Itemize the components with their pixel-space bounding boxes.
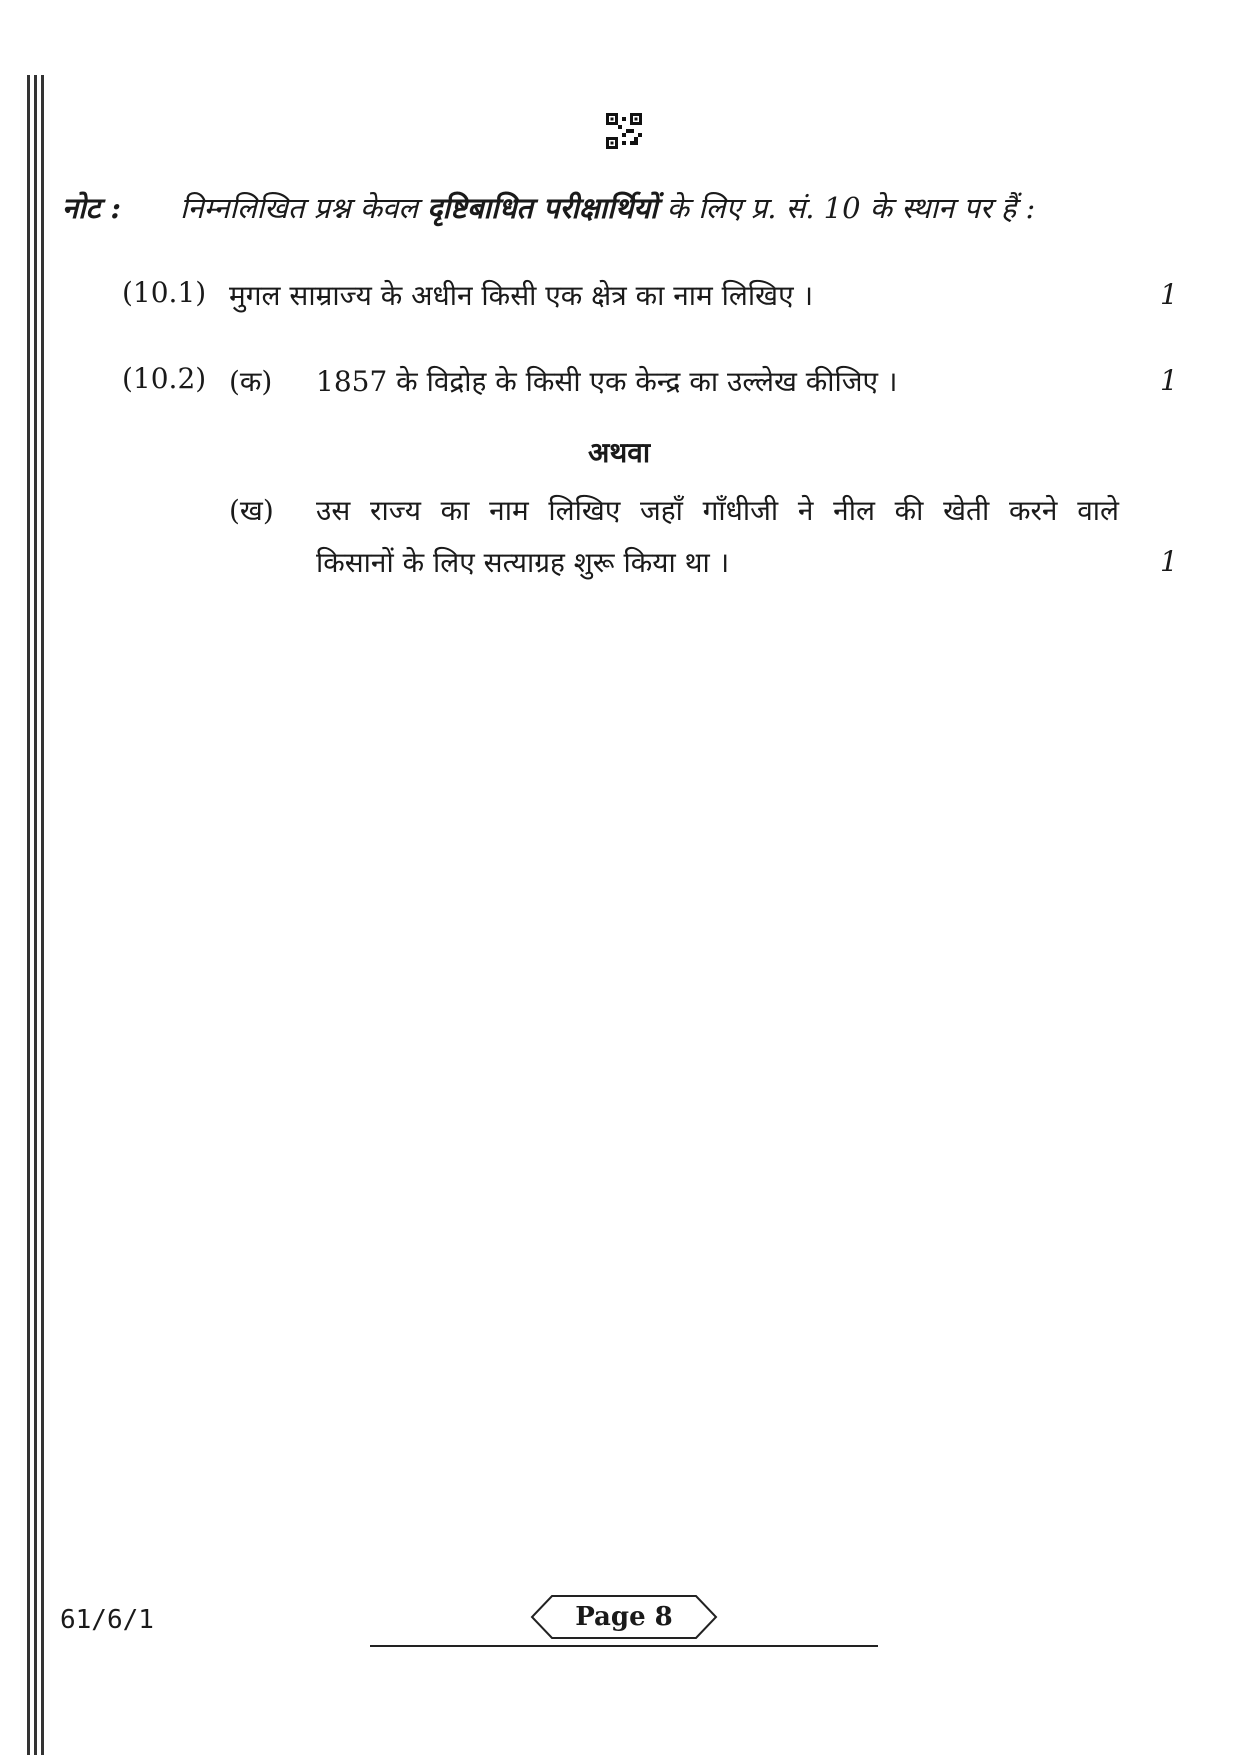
question-sub-label: (क) (229, 365, 273, 398)
note-text (180, 188, 1035, 227)
question-marks: 1 (1160, 545, 1178, 578)
paper-code: 61/6/1 (60, 1605, 154, 1635)
margin-line (27, 75, 30, 1755)
footer-rule (370, 1645, 878, 1647)
question-sub-label: (ख) (229, 494, 274, 527)
note-text-before: निम्नलिखित प्रश्न केवल (180, 191, 428, 225)
or-label: अथवा (588, 436, 651, 469)
qr-code-icon (606, 113, 642, 149)
question-marks: 1 (1160, 278, 1178, 311)
margin-line (41, 75, 44, 1755)
page-number-badge (530, 1594, 718, 1640)
question-number: (10.1) (122, 276, 207, 309)
question-text-line: उस राज्य का नाम लिखिए जहाँ गाँधीजी ने नील की खेती करने वाले (316, 494, 1119, 527)
note-text-after: के लिए प्र. सं. 10 के स्थान पर हैं : (657, 191, 1036, 225)
page-number: Page 8 (575, 1602, 673, 1632)
question-marks: 1 (1160, 364, 1178, 397)
note-label: नोट : (62, 191, 122, 225)
note-text-bold: दृष्टिबाधित परीक्षार्थियों (427, 191, 658, 225)
question-text: 1857 के विद्रोह के किसी एक केन्द्र का उल्लेख कीजिए । (316, 365, 898, 398)
margin-line (34, 75, 37, 1755)
question-number: (10.2) (122, 362, 207, 395)
question-text-line: किसानों के लिए सत्याग्रह शुरू किया था । (316, 546, 730, 579)
question-text: मुगल साम्राज्य के अधीन किसी एक क्षेत्र का नाम लिखिए । (229, 279, 814, 312)
